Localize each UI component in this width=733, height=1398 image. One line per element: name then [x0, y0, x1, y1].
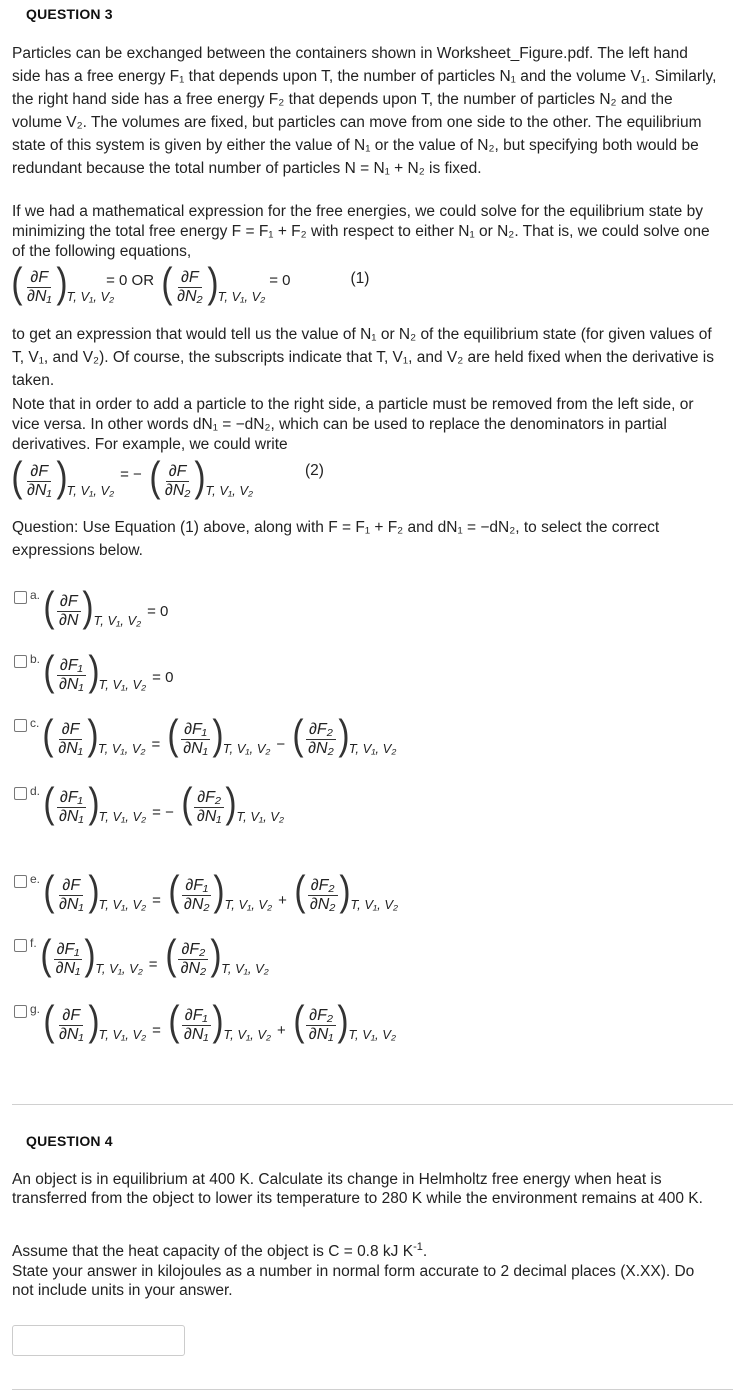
answer-input[interactable]	[12, 1325, 185, 1356]
option-g[interactable]: g. ( $\frac{\partial F}{\text{∂N₁}}$ ) T, V₁, V₂ = ( $\frac{\text{∂F₁}}{\text{∂N₁}}$ ) T, V₁, V₂ + ( $\frac{\text{∂F₂}}{\text{∂N₁}}$ ) T, V₁, V₂	[14, 1000, 396, 1044]
equation-1: ( $\frac{\partial F}{\text{∂N₁}}$ ) T, V₁, V₂ = 0 OR ( $\frac{\partial F}{\text{∂N₂}}$ ) T, V₁, V₂ = 0 (1)	[11, 259, 370, 306]
q4-paragraph-3: State your answer in kilojoules as a number in normal form accurate to 2 decimal places (X.XX). Do not include units in your answer.	[12, 1263, 695, 1299]
q4-paragraph-1: An object is in equilibrium at 400 K. Calculate its change in Helmholtz free energy when heat is transferred from the object to lower its temperature to 280 K while the environment remains at 400 K.	[12, 1171, 703, 1207]
option-b[interactable]: b. ( $\frac{\text{∂F₁}}{\text{∂N₁}}$ ) T, V₁, V₂ = 0	[14, 650, 179, 694]
question-4-header: QUESTION 4	[26, 1133, 113, 1149]
q3-paragraph-4: Note that in order to add a particle to the right side, a particle must be removed from the left side, or vice versa. In other words dN₁ = −dN₂, which can be used to replace the denominators in partial derivatives. For example, we could write	[12, 396, 694, 453]
option-g-checkbox[interactable]	[14, 1005, 27, 1018]
q4-paragraph-2: Assume that the heat capacity of the object is C = 0.8 kJ $K^{-1}$.	[12, 1241, 428, 1260]
option-d[interactable]: d. ( $\frac{\text{∂F₁}}{\text{∂N₁}}$ ) T, V₁, V₂ = − ( $\frac{\text{∂F₂}}{\text{∂N₁}}$ ) T, V₁, V₂	[14, 782, 284, 826]
option-e[interactable]: e. ( $\frac{\partial F}{\text{∂N₁}}$ ) T, V₁, V₂ = ( $\frac{\text{∂F₁}}{\text{∂N₂}}$ ) T, V₁, V₂ + ( $\frac{\text{∂F₂}}{\text{∂N₂}}$ ) T, V₁, V₂	[14, 870, 398, 914]
option-d-checkbox[interactable]	[14, 787, 27, 800]
option-b-checkbox[interactable]	[14, 655, 27, 668]
option-a-checkbox[interactable]	[14, 591, 27, 604]
option-f-checkbox[interactable]	[14, 939, 27, 952]
option-c[interactable]: c. ( $\frac{\partial F}{\text{∂N₁}}$ ) T, V₁, V₂ = ( $\frac{\text{∂F₁}}{\text{∂N₁}}$ ) T, V₁, V₂ − ( $\frac{\text{∂F₂}}{\text{∂N₂}}$ ) T, V₁, V₂	[14, 714, 396, 758]
equation-2: ( $\frac{\partial F}{\text{∂N₁}}$ ) T, V₁, V₂ = − ( $\frac{\partial F}{\text{∂N₂}}$ ) T, V₁, V₂ (2)	[11, 453, 324, 500]
q3-paragraph-3: to get an expression that would tell us the value of N₁ or N₂ of the equilibrium state (for given values of T, V₁, and V₂). Of course, the subscripts indicate that T, V₁, and V₂ are held fixed when the derivative is taken.	[12, 326, 714, 389]
bottom-divider	[12, 1389, 733, 1390]
option-a[interactable]: a. ( $\frac{\partial F}{\partial N}$ ) T, V₁, V₂ = 0	[14, 586, 174, 630]
q3-question-text: Question: Use Equation (1) above, along with F = F₁ + F₂ and dN₁ = −dN₂, to select the correct expressions below.	[12, 519, 660, 559]
option-f[interactable]: f. ( $\frac{\text{∂F₁}}{\text{∂N₁}}$ ) T, V₁, V₂ = ( $\frac{\text{∂F₂}}{\text{∂N₂}}$ ) T, V₁, V₂	[14, 934, 269, 978]
option-e-checkbox[interactable]	[14, 875, 27, 888]
q3-paragraph-2: If we had a mathematical expression for the free energies, we could solve for the equilibrium state by minimizing the total free energy F = F₁ + F₂ with respect to either N₁ or N₂. That is, we could solve one of the following equations,	[12, 203, 710, 260]
q3-paragraph-1: Particles can be exchanged between the containers shown in Worksheet_Figure.pdf. The left hand side has a free energy F₁ that depends upon T, the number of particles N₁ and the volume V₁. Similarly, the right hand side has a free energy F₂ that depends upon T, the number of particles N₂ and the volume V₂. The volumes are fixed, but particles can move from one side to the other. The equilibrium state of this system is given by either the value of N₁ or the value of N₂, but specifying both would be redundant because the total number of particles N = N₁ + N₂ is fixed.	[12, 45, 717, 177]
question-3-header: QUESTION 3	[26, 6, 113, 22]
option-c-checkbox[interactable]	[14, 719, 27, 732]
question-divider	[12, 1104, 733, 1105]
